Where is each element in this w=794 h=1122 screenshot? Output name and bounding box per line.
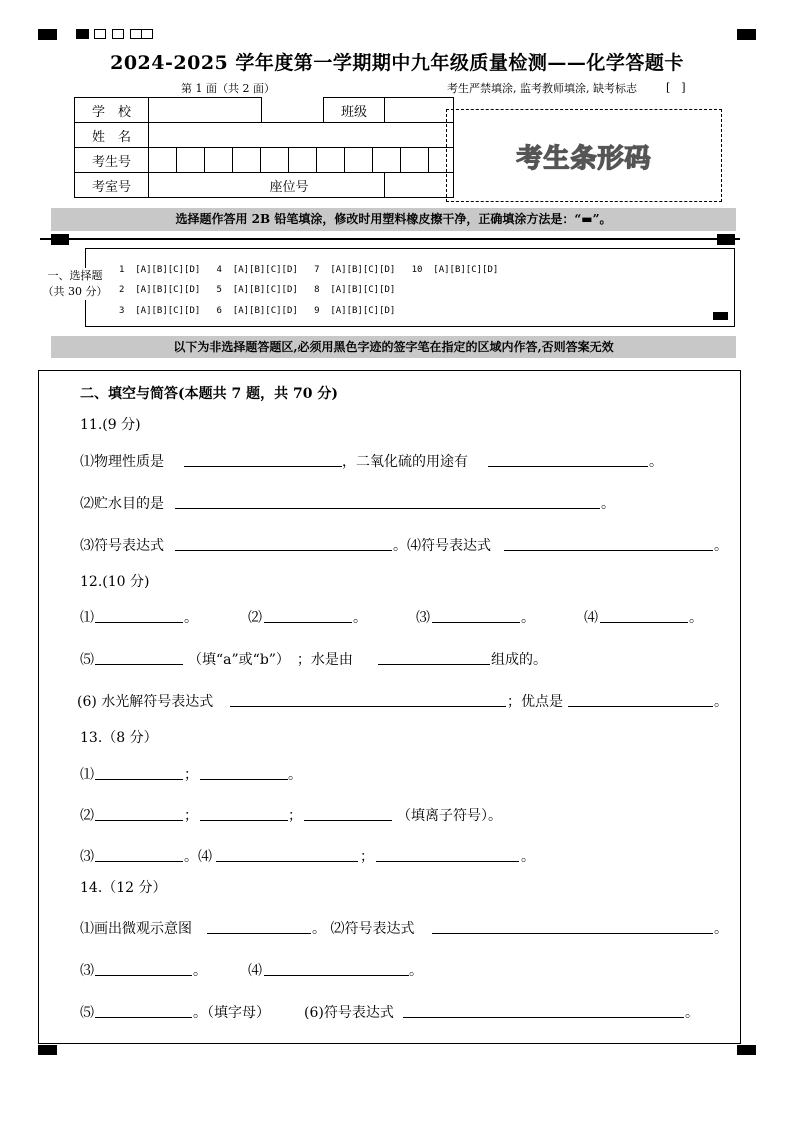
q13-part1-label: ⑴ (80, 767, 94, 783)
exam-no-digit-cell[interactable] (205, 148, 233, 172)
name-field[interactable] (149, 123, 454, 148)
q13-part3-sep: ； (360, 849, 374, 865)
q14-blank-1[interactable] (207, 933, 311, 934)
q13-blank-1[interactable] (95, 779, 183, 780)
q11-line3-end: 。 (714, 538, 728, 554)
q12-part6-end: 。 (714, 694, 728, 710)
q12-part6-mid: ；优点是 (507, 694, 563, 710)
exam-no-digit-cell[interactable] (289, 148, 317, 172)
q13-blank-3[interactable] (95, 820, 183, 821)
section-2-heading: 二、填空与简答(本题共 7 题，共 70 分) (80, 386, 338, 402)
q11-blank-4[interactable] (175, 550, 392, 551)
exam-no-digit-cell[interactable] (401, 148, 429, 172)
registration-mark-top-right (737, 29, 756, 40)
choice-answer-box (85, 248, 735, 327)
q14-part5-label: ⑸ (80, 1005, 94, 1021)
exam-no-digit-cell[interactable] (261, 148, 289, 172)
exam-no-digit-cell[interactable] (149, 148, 177, 172)
q14-part3-label: ⑶ (80, 963, 94, 979)
barcode-area (446, 109, 722, 202)
page-id-empty-square (112, 29, 124, 39)
q12-blank-7[interactable] (230, 706, 506, 707)
choice-section-title: 一、选择题 (47, 269, 103, 282)
q14-blank-2[interactable] (432, 933, 713, 934)
q12-part1-end: 。 (184, 610, 198, 626)
q13-part3-label: ⑶ (80, 849, 94, 865)
exam-no-digit-cell[interactable] (233, 148, 261, 172)
q14-part2-end: 。 (714, 921, 728, 937)
seat-field[interactable] (385, 173, 454, 198)
q13-part1-end: 。 (288, 767, 302, 783)
exam-no-digit-cell[interactable] (345, 148, 373, 172)
q12-part3-end: 。 (521, 610, 535, 626)
q14-blank-5[interactable] (95, 1017, 192, 1018)
exam-no-label: 考生号 (75, 148, 149, 173)
q13-part2-end: （填离子符号）。 (397, 808, 502, 824)
q14-part4-end: 。 (409, 963, 423, 979)
school-label: 学 校 (75, 98, 149, 123)
q14-blank-3[interactable] (95, 975, 192, 976)
q11-blank-3[interactable] (175, 508, 600, 509)
class-field[interactable] (385, 98, 454, 123)
q12-blank-1[interactable] (95, 622, 183, 623)
q12-title: 12.(10 分) (80, 574, 150, 590)
q14-part6-end: 。 (685, 1005, 699, 1021)
q12-part3-label: ⑶ (416, 610, 430, 626)
q12-part1-label: ⑴ (80, 610, 94, 626)
student-info-table (74, 97, 454, 198)
q12-blank-5[interactable] (95, 664, 183, 665)
q12-blank-8[interactable] (568, 706, 713, 707)
q12-part4-end: 。 (689, 610, 703, 626)
q13-blank-4[interactable] (200, 820, 288, 821)
q14-part1-prompt: ⑴画出微观示意图 (80, 921, 192, 937)
room-field[interactable] (149, 173, 262, 198)
exam-no-digit-cell[interactable] (317, 148, 345, 172)
timing-mark-left (51, 234, 69, 245)
q13-blank-7[interactable] (216, 861, 358, 862)
q12-part4-label: ⑷ (584, 610, 598, 626)
q13-blank-5[interactable] (304, 820, 392, 821)
choice-row-2[interactable]: 2 [A][B][C][D] 5 [A][B][C][D] 8 [A][B][C][D] (119, 285, 396, 295)
q11-blank-2[interactable] (488, 466, 648, 467)
absent-note: 考生严禁填涂, 监考教师填涂, 缺考标志 (447, 82, 637, 95)
nonchoice-instruction-band: 以下为非选择题答题区,必须用黑色字迹的签字笔在指定的区域内作答,否则答案无效 (51, 336, 736, 358)
q13-title: 13.（8 分） (80, 730, 158, 746)
q11-line1-end: 。 (649, 454, 663, 470)
q13-blank-8[interactable] (376, 861, 519, 862)
q14-blank-4[interactable] (264, 975, 409, 976)
school-field[interactable] (149, 98, 262, 123)
q11-blank-5[interactable] (504, 550, 713, 551)
choice-section-points: （共 30 分） (42, 285, 108, 298)
q14-part3-end: 。 (193, 963, 207, 979)
q13-blank-6[interactable] (95, 861, 183, 862)
q12-blank-6[interactable] (378, 664, 490, 665)
q11-line3-prompt: ⑶符号表达式 (80, 538, 164, 554)
q12-part5-end: 组成的。 (491, 652, 547, 668)
q12-blank-4[interactable] (600, 622, 688, 623)
exam-no-digit-cell[interactable] (177, 148, 205, 172)
q13-part2-label: ⑵ (80, 808, 94, 824)
absent-checkbox[interactable]: [ ] (666, 81, 686, 94)
choice-timing-mark (713, 312, 728, 320)
q12-part5-mid: （填“a”或“b”） ；水是由 (188, 652, 353, 668)
q11-line1-prompt: ⑴物理性质是 (80, 454, 164, 470)
page-id-empty-square (94, 29, 106, 39)
q11-line1-mid: ，二氧化硫的用途有 (342, 454, 468, 470)
name-label: 姓 名 (75, 123, 149, 148)
registration-mark-bottom-right (737, 1045, 756, 1055)
q14-blank-6[interactable] (403, 1017, 684, 1018)
choice-row-3[interactable]: 3 [A][B][C][D] 6 [A][B][C][D] 9 [A][B][C][D] (119, 306, 396, 316)
choice-row-1[interactable]: 1 [A][B][C][D] 4 [A][B][C][D] 7 [A][B][C][D] 10 [A][B][C][D] (119, 265, 499, 275)
q13-part2-sep2: ； (288, 808, 302, 824)
q11-line2-prompt: ⑵贮水目的是 (80, 496, 164, 512)
seat-label: 座位号 (262, 173, 385, 198)
exam-no-field[interactable] (149, 148, 454, 173)
exam-no-digit-cell[interactable] (373, 148, 401, 172)
q12-part2-end: 。 (353, 610, 367, 626)
q13-part1-sep: ； (184, 767, 198, 783)
page-title: 2024-2025 学年度第一学期期中九年级质量检测——化学答题卡 (110, 52, 684, 74)
registration-mark-bottom-left (38, 1045, 57, 1055)
q14-part4-label: ⑷ (248, 963, 262, 979)
barcode-label: 考生条形码 (516, 144, 652, 174)
q13-part2-sep1: ； (184, 808, 198, 824)
q12-part2-label: ⑵ (248, 610, 262, 626)
q14-part5-end: 。（填字母） (193, 1005, 270, 1021)
q13-part3-mid: 。⑷ (184, 849, 212, 865)
registration-mark-top-left (38, 29, 57, 40)
page-id-empty-square (141, 29, 153, 39)
timing-mark-right (717, 234, 735, 245)
q12-part5-label: ⑸ (80, 652, 94, 668)
choice-section-label (40, 268, 110, 300)
q11-line2-end: 。 (601, 496, 615, 512)
timing-line (40, 238, 740, 240)
q14-part6-prompt: (6)符号表达式 (304, 1005, 394, 1021)
q14-title: 14.（12 分） (80, 880, 167, 896)
q11-title: 11.(9 分) (80, 417, 141, 433)
q11-blank-1[interactable] (184, 466, 342, 467)
q13-blank-2[interactable] (200, 779, 288, 780)
class-label: 班级 (324, 98, 385, 123)
page-indicator: 第 1 面（共 2 面） (181, 82, 275, 95)
q12-blank-3[interactable] (432, 622, 520, 623)
q12-blank-2[interactable] (264, 622, 352, 623)
page-id-filled-square (76, 29, 89, 39)
room-label: 考室号 (75, 173, 149, 198)
q12-part6-prompt: (6) 水光解符号表达式 (77, 694, 214, 710)
q11-line3-mid: 。⑷符号表达式 (393, 538, 491, 554)
instruction-band: 选择题作答用 2B 铅笔填涂，修改时用塑料橡皮擦干净，正确填涂方法是：“▬”。 (51, 208, 736, 231)
q14-part1-mid: 。 ⑵符号表达式 (312, 921, 415, 937)
q13-part3-end: 。 (521, 849, 535, 865)
